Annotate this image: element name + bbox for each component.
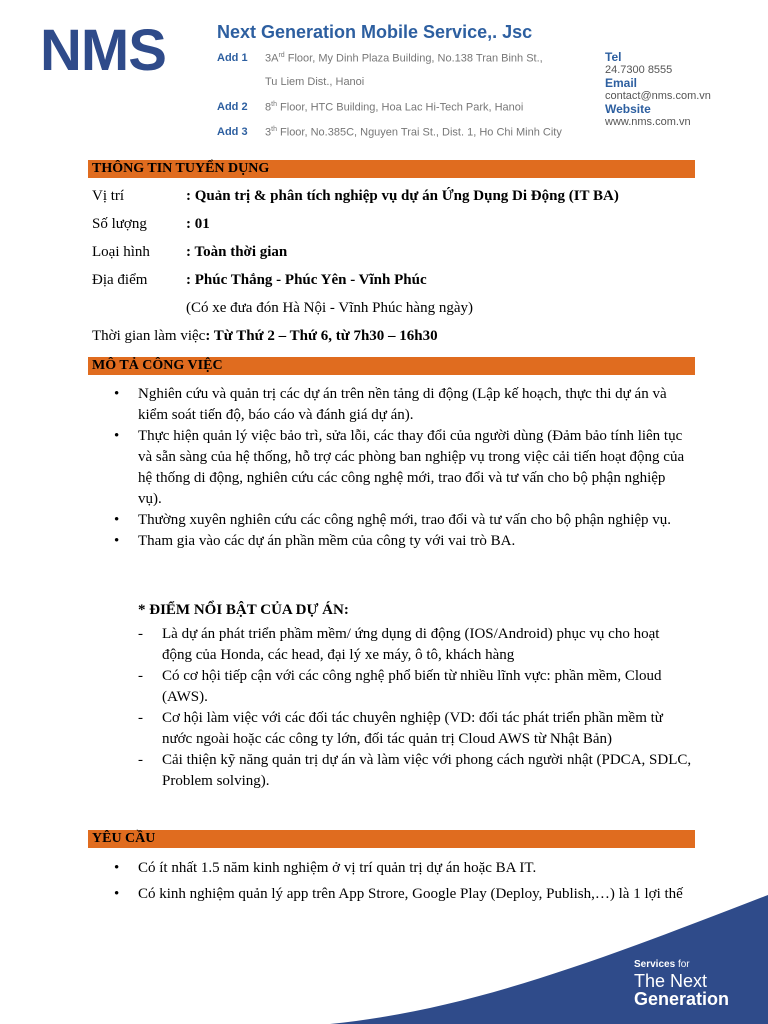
address-label: Add 1: [217, 52, 248, 64]
info-value: : Toàn thời gian: [186, 244, 288, 260]
info-value: : 01: [186, 216, 210, 232]
email-label: Email: [605, 76, 638, 90]
info-label: Địa điểm: [92, 272, 148, 288]
list-item: • Thường xuyên nghiên cứu các công nghệ mới, trao đổi và tư vấn cho bộ phận nghiệp vụ.: [92, 510, 692, 531]
list-item: • Có kinh nghiệm quản lý app trên App Strore, Google Play (Deploy, Publish,…) là 1 lợi thế: [92, 884, 692, 905]
list-item: - Là dự án phát triển phầm mềm/ ứng dụng di động (IOS/Android) phục vụ cho hoạt động của Honda, các head, đại lý xe máy, ô tô, khách hàng: [92, 624, 692, 666]
info-value: : Phúc Thắng - Phúc Yên - Vĩnh Phúc: [186, 272, 427, 288]
section-title: THÔNG TIN TUYỂN DỤNG: [92, 161, 270, 176]
info-label: Số lượng: [92, 216, 147, 232]
address-text: 3th Floor, No.385C, Nguyen Trai St., Dist. 1, Ho Chi Minh City: [265, 126, 562, 139]
company-logo: NMS: [40, 18, 166, 83]
list-item: • Thực hiện quản lý việc bảo trì, sửa lỗi, các thay đổi của người dùng (Đảm bảo tính liên tục và sẵn sàng của hệ thống, hỗ trợ các phòng ban nghiệp vụ trong việc cải tiến hoạt động của hệ thống di động, nghiên cứu các công nghệ mới, trao đổi và tư vấn cho bộ phận nghiệp vụ).: [92, 426, 692, 510]
brand-services: Services: [634, 959, 676, 970]
info-label: Thời gian làm việc: [92, 328, 206, 344]
brand-line2: The Next: [634, 971, 708, 991]
info-value: : Từ Thứ 2 – Thứ 6, từ 7h30 – 16h30: [205, 328, 438, 344]
website-value[interactable]: www.nms.com.vn: [605, 116, 691, 128]
info-label: Vị trí: [92, 188, 125, 204]
shuttle-note: (Có xe đưa đón Hà Nội - Vĩnh Phúc hàng ngày): [186, 300, 473, 316]
list-item: • Có ít nhất 1.5 năm kinh nghiệm ở vị trí quản trị dự án hoặc BA IT.: [92, 858, 692, 879]
list-item: - Cơ hội làm việc với các đối tác chuyên nghiệp (VD: đối tác phát triển phần mềm từ nước ngoài hoặc các công ty lớn, đối tác quản trị Cloud AWS từ Nhật Bản): [92, 708, 692, 750]
highlights-title: * ĐIỂM NỔI BẬT CỦA DỰ ÁN:: [138, 602, 349, 618]
section-title: MÔ TẢ CÔNG VIỆC: [92, 358, 223, 373]
list-item: - Cải thiện kỹ năng quản trị dự án và làm việc với phong cách người nhật (PDCA, SDLC, Problem solving).: [92, 750, 692, 792]
section-title: YÊU CẦU: [92, 831, 156, 846]
list-item: • Tham gia vào các dự án phần mềm của công ty với vai trò BA.: [92, 531, 692, 552]
info-value: : Quản trị & phân tích nghiệp vụ dự án Ứng Dụng Di Động (IT BA): [186, 188, 619, 204]
website-label: Website: [605, 102, 651, 116]
tel-label: Tel: [605, 50, 622, 64]
info-label: Loại hình: [92, 244, 150, 260]
email-value[interactable]: contact@nms.com.vn: [605, 90, 711, 102]
tel-value: 24.7300 8555: [605, 64, 673, 76]
address-label: Add 2: [217, 101, 248, 113]
company-name: Next Generation Mobile Service,. Jsc: [217, 22, 533, 42]
footer-brand: [634, 960, 729, 1008]
address-text: 8th Floor, HTC Building, Hoa Lac Hi-Tech Park, Hanoi: [265, 101, 524, 114]
brand-for: for: [677, 959, 690, 970]
address-text: $3A^{rd}$ Floor, My Dinh Plaza Building, No.138 Tran Binh St.,: [265, 52, 543, 65]
address-text: Tu Liem Dist., Hanoi: [265, 76, 365, 88]
brand-line3: Generation: [634, 989, 730, 1009]
list-item: - Có cơ hội tiếp cận với các công nghệ phổ biến từ nhiều lĩnh vực: phần mềm, Cloud (AWS).: [92, 666, 692, 708]
list-item: • Nghiên cứu và quản trị các dự án trên nền tảng di động (Lập kế hoạch, thực thi dự án và kiểm soát tiến độ, báo cáo và đánh giá dự án).: [92, 384, 692, 426]
address-label: Add 3: [217, 126, 248, 138]
